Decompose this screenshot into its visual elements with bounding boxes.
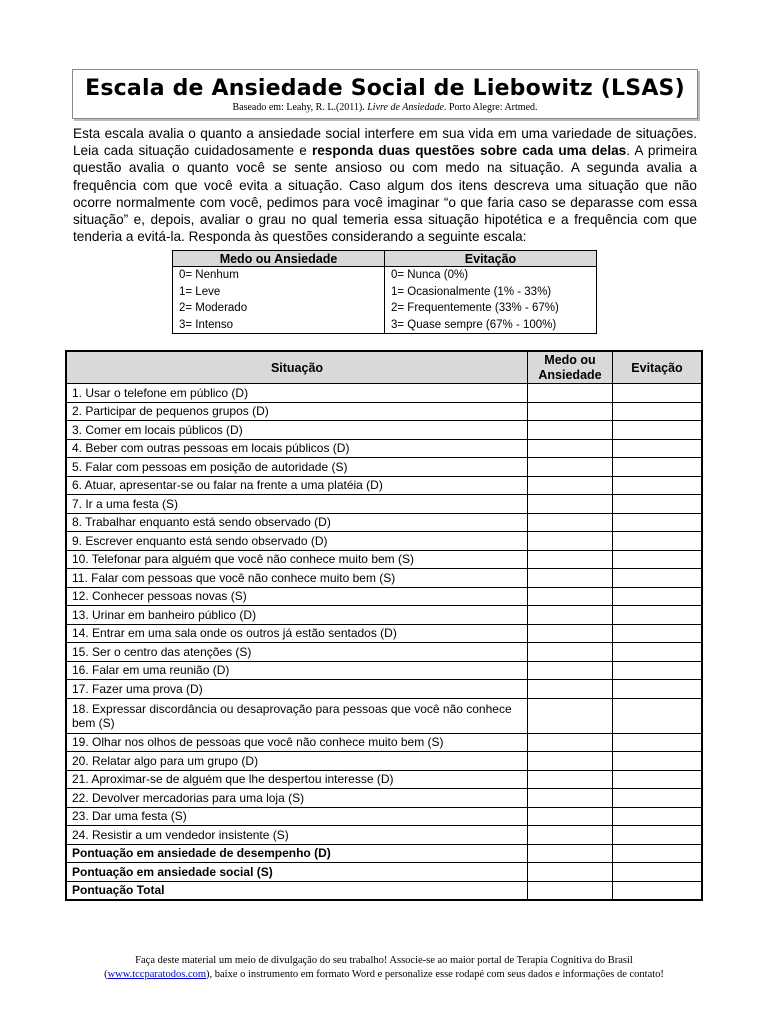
avoidance-score-cell[interactable] [613, 770, 703, 789]
situation-row [66, 807, 702, 826]
situation-row-label: 22. Devolver mercadorias para uma loja (S) [66, 789, 528, 808]
situation-row [66, 476, 702, 495]
total-row-label: Pontuação em ansiedade social (S) [66, 863, 528, 882]
avoidance-score-cell[interactable] [613, 844, 703, 863]
avoidance-score-cell[interactable] [613, 733, 703, 752]
fear-score-cell[interactable] [528, 844, 613, 863]
scale-fear-level: 0= Nenhum [173, 267, 385, 284]
situation-row-label: 4. Beber com outras pessoas em locais públicos (D) [66, 439, 528, 458]
avoidance-score-cell[interactable] [613, 421, 703, 440]
situation-row-label: 24. Resistir a um vendedor insistente (S) [66, 826, 528, 845]
situation-row [66, 661, 702, 680]
fear-score-cell[interactable] [528, 733, 613, 752]
scale-avoidance-level: 3= Quase sempre (67% - 100%) [385, 317, 597, 334]
situation-row-label: 15. Ser o centro das atenções (S) [66, 643, 528, 662]
avoidance-score-cell[interactable] [613, 458, 703, 477]
avoidance-score-cell[interactable] [613, 752, 703, 771]
fear-score-cell[interactable] [528, 752, 613, 771]
situation-row [66, 770, 702, 789]
reference-book: Livre de Ansiedade [367, 102, 444, 113]
scale-fear-level: 2= Moderado [173, 300, 385, 317]
avoidance-score-cell[interactable] [613, 384, 703, 403]
total-row-label: Pontuação Total [66, 881, 528, 900]
footer-line-2-rest: ), baixe o instrumento em formato Word e personalize esse rodapé com seus dados e informações de contato! [206, 968, 664, 980]
total-row [66, 881, 702, 900]
avoidance-score-cell[interactable] [613, 402, 703, 421]
instructions-text-rest: . A primeira questão avalia o quanto você se sente ansioso ou com medo na situação. A segunda avalia a frequência com que você evita a situação. Caso algum dos itens descreva uma situação que não ocorre normalmente com você, pedimos para você imaginar “o que faria caso se deparasse com essa situação” e, depois, avaliar o grau no qual temeria essa situação hipotética e a frequência com que tenderia a evitá-la. Responda às questões considerando a seguinte escala: [73, 143, 698, 245]
footer-line-1: Faça deste material um meio de divulgação do seu trabalho! Associe-se ao maior portal de Terapia Cognitiva do Brasil [135, 955, 633, 966]
page-title: Escala de Ansiedade Social de Liebowitz (LSAS) [85, 76, 685, 101]
situation-row [66, 532, 702, 551]
situation-row [66, 680, 702, 699]
instructions-text: Esta escala avalia o quanto a ansiedade social interfere em sua vida em uma variedade de situações. Leia cada situação cuidadosamente e [73, 126, 697, 159]
fear-score-cell[interactable] [528, 863, 613, 882]
situation-row [66, 698, 702, 733]
fear-score-cell[interactable] [528, 881, 613, 900]
situation-row-label: 19. Olhar nos olhos de pessoas que você não conhece muito bem (S) [66, 733, 528, 752]
avoidance-score-cell[interactable] [613, 826, 703, 845]
situation-row [66, 826, 702, 845]
scale-row [173, 300, 597, 317]
scale-fear-level: 1= Leve [173, 284, 385, 301]
header-situation: Situação [66, 351, 528, 384]
avoidance-score-cell[interactable] [613, 476, 703, 495]
avoidance-score-cell[interactable] [613, 881, 703, 900]
scale-avoidance-level: 0= Nunca (0%) [385, 267, 597, 284]
avoidance-score-cell[interactable] [613, 789, 703, 808]
situation-row-label: 9. Escrever enquanto está sendo observado (D) [66, 532, 528, 551]
reference-prefix: Baseado em: Leahy, R. L.(2011). [232, 102, 368, 113]
situation-row [66, 733, 702, 752]
situation-row-label: 23. Dar uma festa (S) [66, 807, 528, 826]
situation-row [66, 402, 702, 421]
scale-header-row [173, 251, 597, 267]
fear-score-cell[interactable] [528, 476, 613, 495]
fear-score-cell[interactable] [528, 624, 613, 643]
fear-score-cell[interactable] [528, 770, 613, 789]
instructions-paragraph [73, 125, 697, 245]
scale-row [173, 267, 597, 284]
fear-score-cell[interactable] [528, 606, 613, 625]
total-row-label: Pontuação em ansiedade de desempenho (D) [66, 844, 528, 863]
fear-score-cell[interactable] [528, 807, 613, 826]
footer-link[interactable]: www.tccparatodos.com [107, 968, 207, 980]
avoidance-score-cell[interactable] [613, 495, 703, 514]
reference-line [73, 102, 697, 113]
situation-row [66, 458, 702, 477]
footer [60, 954, 708, 981]
situation-row [66, 606, 702, 625]
fear-score-cell[interactable] [528, 661, 613, 680]
situation-row [66, 513, 702, 532]
fear-score-cell[interactable] [528, 643, 613, 662]
situation-row-label: 12. Conhecer pessoas novas (S) [66, 587, 528, 606]
fear-score-cell[interactable] [528, 550, 613, 569]
avoidance-score-cell[interactable] [613, 624, 703, 643]
situation-row-label: 1. Usar o telefone em público (D) [66, 384, 528, 403]
fear-score-cell[interactable] [528, 513, 613, 532]
situation-row [66, 495, 702, 514]
situation-row-label: 13. Urinar em banheiro público (D) [66, 606, 528, 625]
situation-row-label: 18. Expressar discordância ou desaprovação para pessoas que você não conhece bem (S) [66, 698, 528, 733]
situation-row [66, 421, 702, 440]
fear-score-cell[interactable] [528, 495, 613, 514]
situation-row-label: 5. Falar com pessoas em posição de autoridade (S) [66, 458, 528, 477]
total-row [66, 844, 702, 863]
instructions-emphasis: responda duas questões sobre cada uma delas [311, 143, 627, 159]
avoidance-score-cell[interactable] [613, 698, 703, 733]
scale-row [173, 317, 597, 334]
scale-fear-level: 3= Intenso [173, 317, 385, 334]
situation-row-label: 2. Participar de pequenos grupos (D) [66, 402, 528, 421]
situation-row [66, 624, 702, 643]
fear-score-cell[interactable] [528, 439, 613, 458]
fear-score-cell[interactable] [528, 587, 613, 606]
reference-suffix: . Porto Alegre: Artmed. [443, 102, 538, 113]
situation-row-label: 7. Ir a uma festa (S) [66, 495, 528, 514]
situation-row [66, 752, 702, 771]
scale-avoidance-level: 2= Frequentemente (33% - 67%) [385, 300, 597, 317]
avoidance-score-cell[interactable] [613, 680, 703, 699]
avoidance-score-cell[interactable] [613, 513, 703, 532]
fear-score-cell[interactable] [528, 698, 613, 733]
situation-row-label: 8. Trabalhar enquanto está sendo observado (D) [66, 513, 528, 532]
scale-header-avoidance: Evitação [385, 251, 597, 267]
avoidance-score-cell[interactable] [613, 532, 703, 551]
situations-table [65, 350, 703, 901]
scale-header-fear: Medo ou Ansiedade [173, 251, 385, 267]
fear-score-cell[interactable] [528, 402, 613, 421]
situation-row-label: 11. Falar com pessoas que você não conhece muito bem (S) [66, 569, 528, 588]
situation-row [66, 569, 702, 588]
fear-score-cell[interactable] [528, 789, 613, 808]
situation-row-label: 6. Atuar, apresentar-se ou falar na frente a uma platéia (D) [66, 476, 528, 495]
situation-row-label: 16. Falar em uma reunião (D) [66, 661, 528, 680]
situation-row [66, 439, 702, 458]
avoidance-score-cell[interactable] [613, 643, 703, 662]
avoidance-score-cell[interactable] [613, 550, 703, 569]
avoidance-score-cell[interactable] [613, 569, 703, 588]
footer-line-2 [60, 968, 708, 982]
fear-score-cell[interactable] [528, 532, 613, 551]
fear-score-cell[interactable] [528, 421, 613, 440]
fear-score-cell[interactable] [528, 569, 613, 588]
situation-row-label: 3. Comer em locais públicos (D) [66, 421, 528, 440]
header-fear: Medo ou Ansiedade [528, 351, 613, 384]
title-box [72, 69, 698, 119]
situation-row-label: 21. Aproximar-se de alguém que lhe despertou interesse (D) [66, 770, 528, 789]
situation-row [66, 587, 702, 606]
rating-scale-table [172, 250, 597, 334]
situation-row-label: 14. Entrar em uma sala onde os outros já estão sentados (D) [66, 624, 528, 643]
avoidance-score-cell[interactable] [613, 807, 703, 826]
avoidance-score-cell[interactable] [613, 606, 703, 625]
situation-row [66, 384, 702, 403]
avoidance-score-cell[interactable] [613, 439, 703, 458]
fear-score-cell[interactable] [528, 458, 613, 477]
avoidance-score-cell[interactable] [613, 863, 703, 882]
fear-score-cell[interactable] [528, 826, 613, 845]
fear-score-cell[interactable] [528, 680, 613, 699]
avoidance-score-cell[interactable] [613, 661, 703, 680]
avoidance-score-cell[interactable] [613, 587, 703, 606]
situation-row-label: 17. Fazer uma prova (D) [66, 680, 528, 699]
fear-score-cell[interactable] [528, 384, 613, 403]
situation-row [66, 789, 702, 808]
situation-row [66, 550, 702, 569]
table-header-row [66, 351, 702, 384]
header-avoidance: Evitação [613, 351, 703, 384]
footer-paren: ( [104, 968, 108, 980]
scale-row [173, 284, 597, 301]
situation-row-label: 20. Relatar algo para um grupo (D) [66, 752, 528, 771]
scale-avoidance-level: 1= Ocasionalmente (1% - 33%) [385, 284, 597, 301]
total-row [66, 863, 702, 882]
situation-row-label: 10. Telefonar para alguém que você não conhece muito bem (S) [66, 550, 528, 569]
situation-row [66, 643, 702, 662]
